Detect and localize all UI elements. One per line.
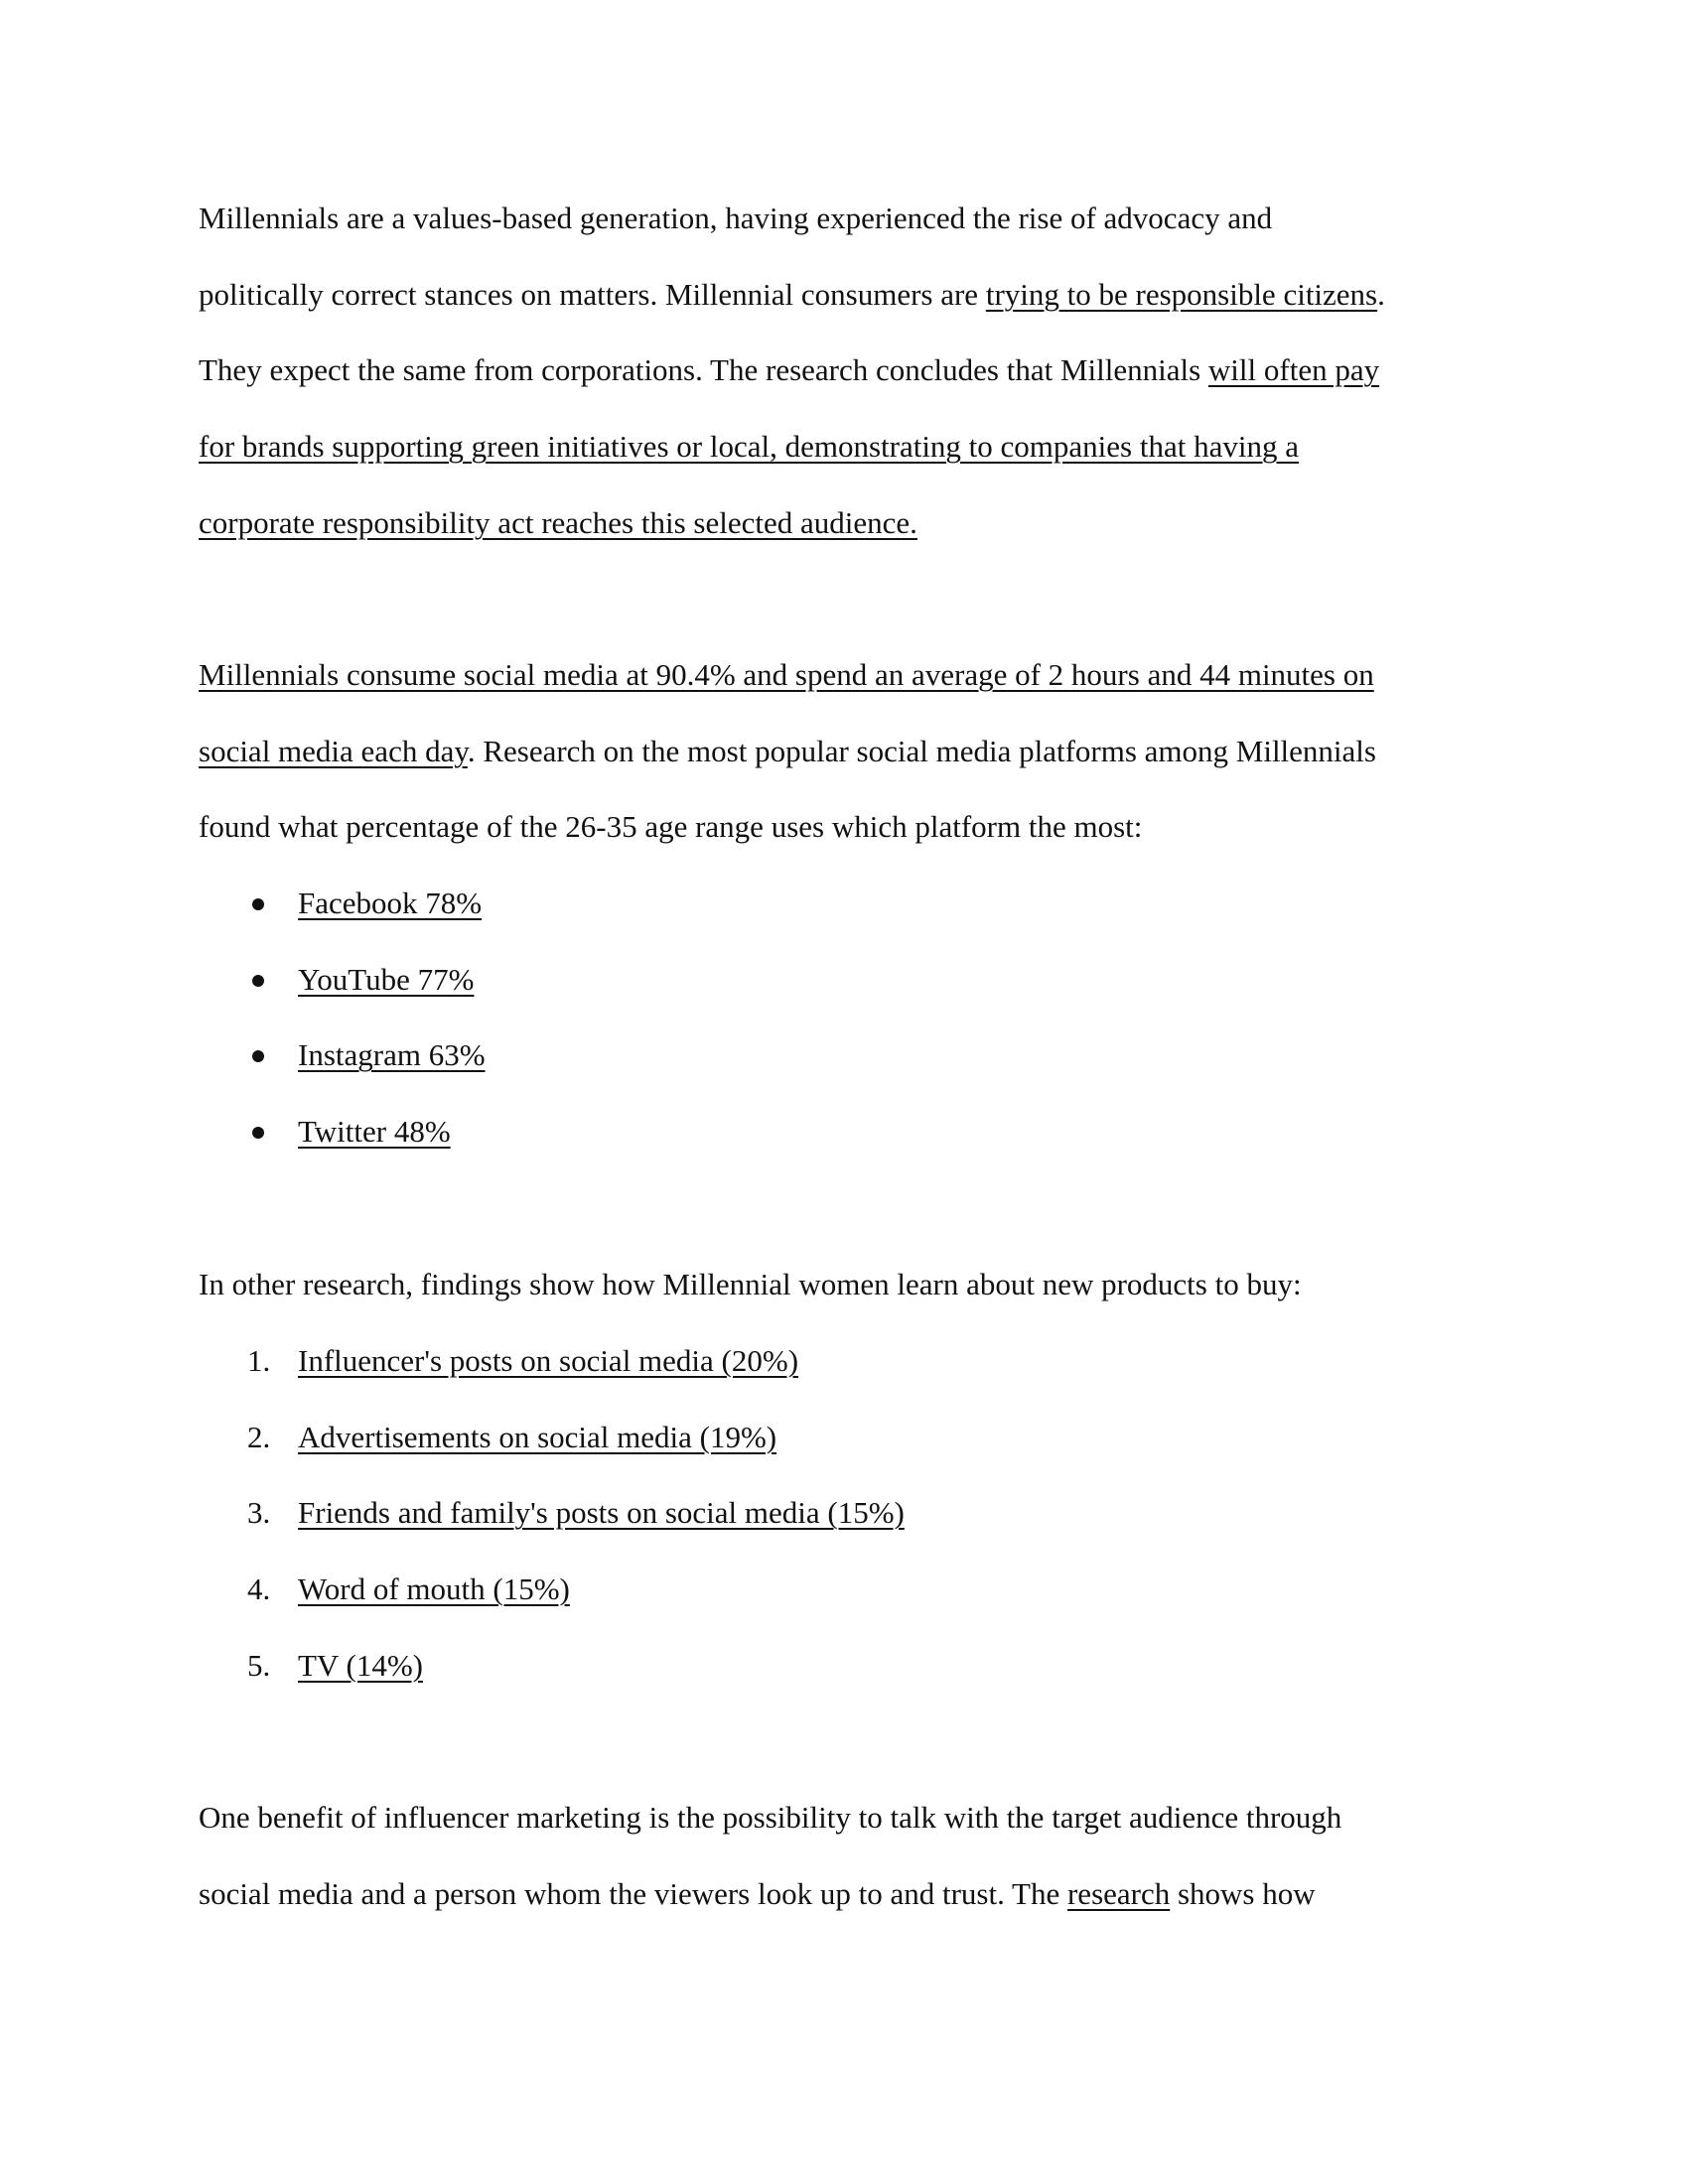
list-number: 5. xyxy=(247,1647,271,1683)
text-line xyxy=(199,714,1489,790)
text-line xyxy=(199,333,1489,409)
bullet-icon xyxy=(252,1050,264,1062)
bullet-icon xyxy=(252,1127,264,1139)
text-span: They expect the same from corporations. The research concludes that Millennials xyxy=(199,352,1208,388)
green-initiatives-link-continued[interactable]: corporate responsibility act reaches this selected audience. xyxy=(199,504,917,540)
text-span: shows how xyxy=(1170,1875,1316,1911)
bullet-icon xyxy=(252,898,264,910)
bullet-icon xyxy=(252,975,264,987)
paragraph-other-research xyxy=(199,1247,1489,1323)
green-initiatives-link-continued[interactable]: for brands supporting green initiatives or local, demonstrating to companies that having a xyxy=(199,429,1299,465)
text-span: politically correct stances on matters. Millennial consumers are xyxy=(199,276,986,312)
text-line xyxy=(199,257,1489,334)
responsible-citizens-link[interactable]: trying to be responsible citizens xyxy=(985,276,1378,312)
list-item xyxy=(199,1323,1489,1400)
green-initiatives-link[interactable]: will often pay xyxy=(1207,352,1380,388)
text-line: Millennials are a values-based generation, having experienced the rise of advocacy and xyxy=(199,201,1273,235)
list-number: 3. xyxy=(247,1495,271,1531)
platform-youtube-link[interactable]: YouTube 77% xyxy=(298,961,475,997)
list-number: 1. xyxy=(247,1343,271,1378)
list-item xyxy=(199,1094,1489,1170)
text-span: social media and a person whom the viewers look up to and trust. The xyxy=(199,1875,1067,1911)
social-media-stats-link-continued[interactable]: social media each day xyxy=(199,733,468,768)
list-item xyxy=(199,1400,1489,1476)
source-tv-link[interactable]: TV (14%) xyxy=(298,1647,423,1683)
paragraph-social-media-use xyxy=(199,637,1489,866)
source-influencer-posts-link[interactable]: Influencer's posts on social media (20%) xyxy=(298,1343,799,1378)
list-item xyxy=(199,866,1489,942)
list-number: 2. xyxy=(247,1419,271,1454)
list-number: 4. xyxy=(247,1571,271,1607)
platform-instagram-link[interactable]: Instagram 63% xyxy=(298,1037,486,1073)
list-item xyxy=(199,1628,1489,1705)
social-media-stats-link[interactable]: Millennials consume social media at 90.4% and spend an average of 2 hours and 44 minutes on xyxy=(199,657,1374,692)
list-item xyxy=(199,1475,1489,1552)
product-sources-numbered-list xyxy=(199,1323,1489,1704)
platform-bullet-list xyxy=(199,866,1489,1170)
paragraph-values-based xyxy=(199,181,1489,561)
paragraph-influencer-benefit xyxy=(199,1780,1489,1932)
text-line: found what percentage of the 26-35 age range uses which platform the most: xyxy=(199,809,1143,845)
source-advertisements-link[interactable]: Advertisements on social media (19%) xyxy=(298,1419,777,1454)
list-item xyxy=(199,1552,1489,1628)
platform-facebook-link[interactable]: Facebook 78% xyxy=(298,886,483,920)
list-item xyxy=(199,942,1489,1019)
list-item xyxy=(199,1018,1489,1094)
research-link[interactable]: research xyxy=(1066,1875,1171,1911)
text-span: . xyxy=(1377,276,1385,312)
platform-twitter-link[interactable]: Twitter 48% xyxy=(298,1114,451,1150)
source-friends-family-link[interactable]: Friends and family's posts on social media (15%) xyxy=(298,1495,905,1531)
text-line: In other research, findings show how Millennial women learn about new products to buy: xyxy=(199,1267,1302,1301)
text-span: . Research on the most popular social media platforms among Millennials xyxy=(467,733,1376,768)
source-word-of-mouth-link[interactable]: Word of mouth (15%) xyxy=(298,1571,570,1607)
text-line xyxy=(199,1856,1489,1933)
text-line: One benefit of influencer marketing is the possibility to talk with the target audience through xyxy=(199,1800,1342,1835)
